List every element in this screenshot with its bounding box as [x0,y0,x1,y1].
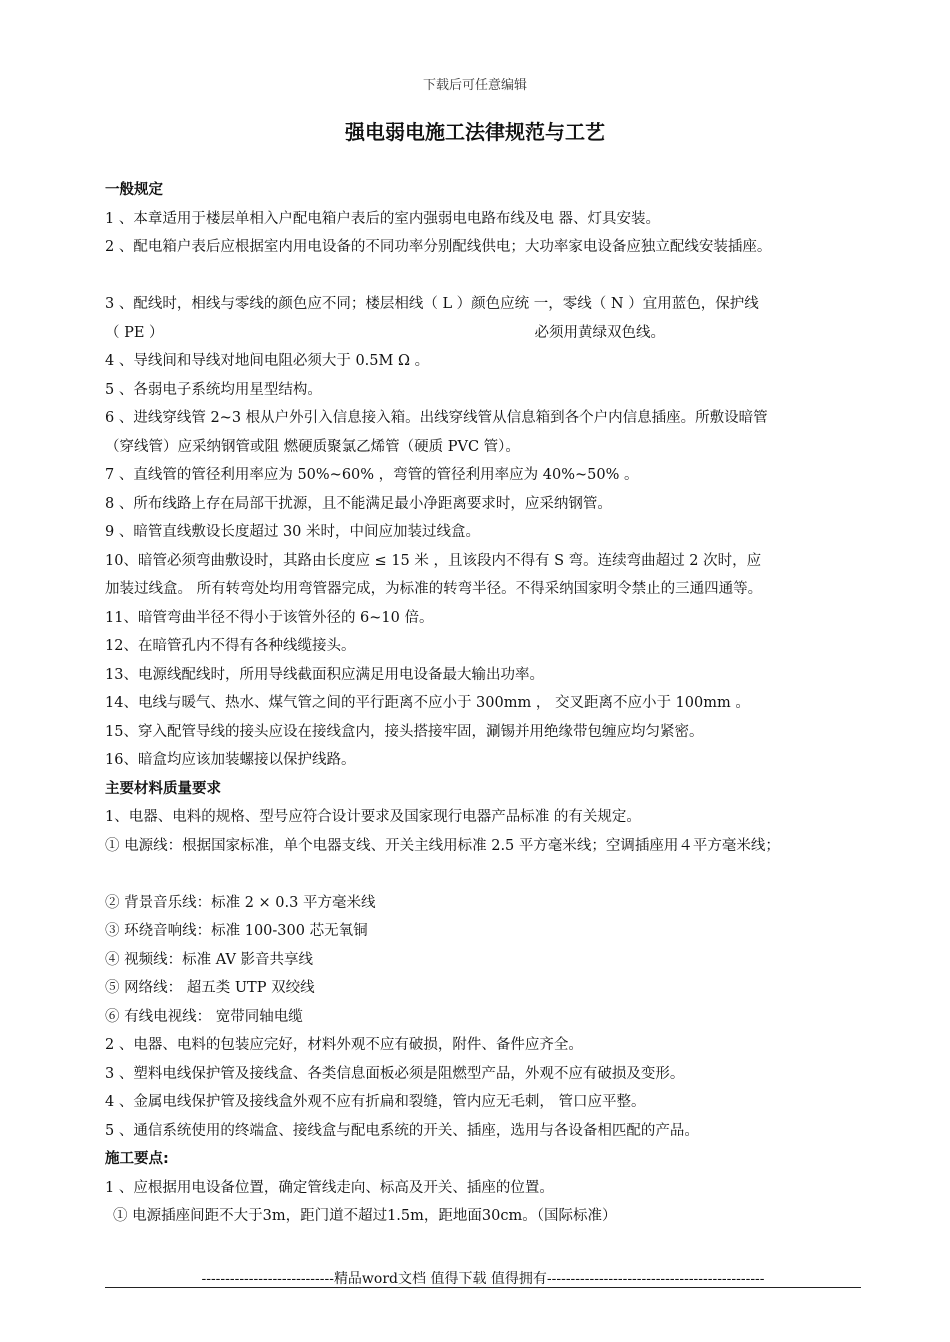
construction-sub-1: ① 电源插座间距不大于3m，距门道不超过1.5m，距地面30cm。（国际标准） [113,1208,617,1224]
page-header: 下载后可任意编辑 [422,78,527,93]
general-item-16: 16、暗盒均应该加装螺接以保护线路。 [105,752,356,768]
page-footer: ----------------------------精品word文档 值得下载 值得拥有---------------------------------------------- [201,1271,765,1287]
document-title: 强电弱电施工法律规范与工艺 [345,120,605,144]
materials-item-2: 2 、电器、电料的包装应完好，材料外观不应有破损，附件、备件应齐全。 [105,1037,583,1053]
general-item-6: 6 、进线穿线管 2~3 根从户外引入信息接入箱。出线穿线管从信息箱到各个户内信息插座。所敷设暗管 [105,410,768,426]
general-item-3-pe: （ PE ） [105,324,164,341]
section-heading-general: 一般规定 [105,182,163,198]
document-body [105,176,867,1231]
general-item-10: 10、暗管必须弯曲敷设时，其路由长度应 ≤ 15 米 ，且该段内不得有 S 弯。连续弯曲超过 2 次时，应 [105,552,762,569]
section-heading-materials: 主要材料质量要求 [105,780,221,797]
general-item-2: 2 、配电箱户表后应根据室内用电设备的不同功率分别配线供电；大功率家电设备应独立配线安装插座。 [105,239,772,255]
materials-sub-1: ① 电源线：根据国家标准，单个电器支线、开关主线用标准 2.5 平方毫米线；空调插座用４平方毫米线； [105,837,780,854]
general-item-8: 8 、所布线路上存在局部干扰源，且不能满足最小净距离要求时，应采纳钢管。 [105,495,612,512]
section-heading-construction: 施工要点: [105,1151,169,1167]
general-item-10-cont: 加装过线盒。 所有转弯处均用弯管器完成，为标准的转弯半径。不得采纳国家明令禁止的三通四通等。 [105,581,763,597]
general-item-3: 3 、配线时，相线与零线的颜色应不同；楼层相线（ L ）颜色应统 一，零线（ N ）宜用蓝色，保护线 [105,296,759,312]
general-item-13: 13、电源线配线时，所用导线截面积应满足用电设备最大输出功率。 [105,666,544,683]
materials-item-4: 4 、金属电线保护管及接线盒外观不应有折扁和裂缝，管内应无毛刺， 管口应平整。 [105,1094,646,1110]
general-item-4: 4 、导线间和导线对地间电阻必须大于 0.5M Ω 。 [105,353,430,369]
materials-item-3: 3 、塑料电线保护管及接线盒、各类信息面板必须是阻燃型产品，外观不应有破损及变形。 [105,1065,685,1082]
materials-sub-4: ④ 视频线：标准 AV 影音共享线 [105,951,314,968]
general-item-15: 15、穿入配管导线的接头应设在接线盒内，接头搭接牢固，涮锡并用绝缘带包缠应均匀紧密。 [105,723,704,740]
materials-item-1: 1、电器、电料的规格、型号应符合设计要求及国家现行电器产品标准 的有关规定。 [105,809,641,825]
construction-item-1: 1 、应根据用电设备位置，确定管线走向、标高及开关、插座的位置。 [105,1179,554,1196]
general-item-3-rest: 必须用黄绿双色线。 [534,324,665,341]
materials-item-5: 5 、通信系统使用的终端盒、接线盒与配电系统的开关、插座，选用与各设备相匹配的产品。 [105,1122,699,1139]
materials-sub-6: ⑥ 有线电视线： 宽带同轴电缆 [105,1008,303,1025]
general-item-12: 12、在暗管孔内不得有各种线缆接头。 [105,638,356,654]
spacer [105,262,867,291]
general-item-14: 14、电线与暖气、热水、煤气管之间的平行距离不应小于 300mm ， 交叉距离不应小于 100mm 。 [105,695,750,711]
materials-sub-3: ③ 环绕音响线：标准 100-300 芯无氧铜 [105,923,368,939]
spacer [105,860,867,889]
materials-sub-5: ⑤ 网络线： 超五类 UTP 双绞线 [105,980,315,996]
general-item-3-cont [105,319,665,348]
materials-sub-2: ② 背景音乐线：标准 2 × 0.3 平方毫米线 [105,894,376,911]
general-item-1: 1 、本章适用于楼层单相入户配电箱户表后的室内强弱电电路布线及电 器、灯具安装。 [105,210,660,227]
footer-divider [105,1287,861,1288]
general-item-7: 7 、直线管的管径利用率应为 50%~60% ，弯管的管径利用率应为 40%~50% 。 [105,467,639,483]
general-item-6-cont: （穿线管）应采纳钢管或阻 燃硬质聚氯乙烯管（硬质 PVC 管）。 [105,438,520,455]
general-item-9: 9 、暗管直线敷设长度超过 30 米时，中间应加装过线盒。 [105,524,481,540]
general-item-11: 11、暗管弯曲半径不得小于该管外径的 6~10 倍。 [105,609,434,626]
general-item-5: 5 、各弱电子系统均用星型结构。 [105,381,322,398]
